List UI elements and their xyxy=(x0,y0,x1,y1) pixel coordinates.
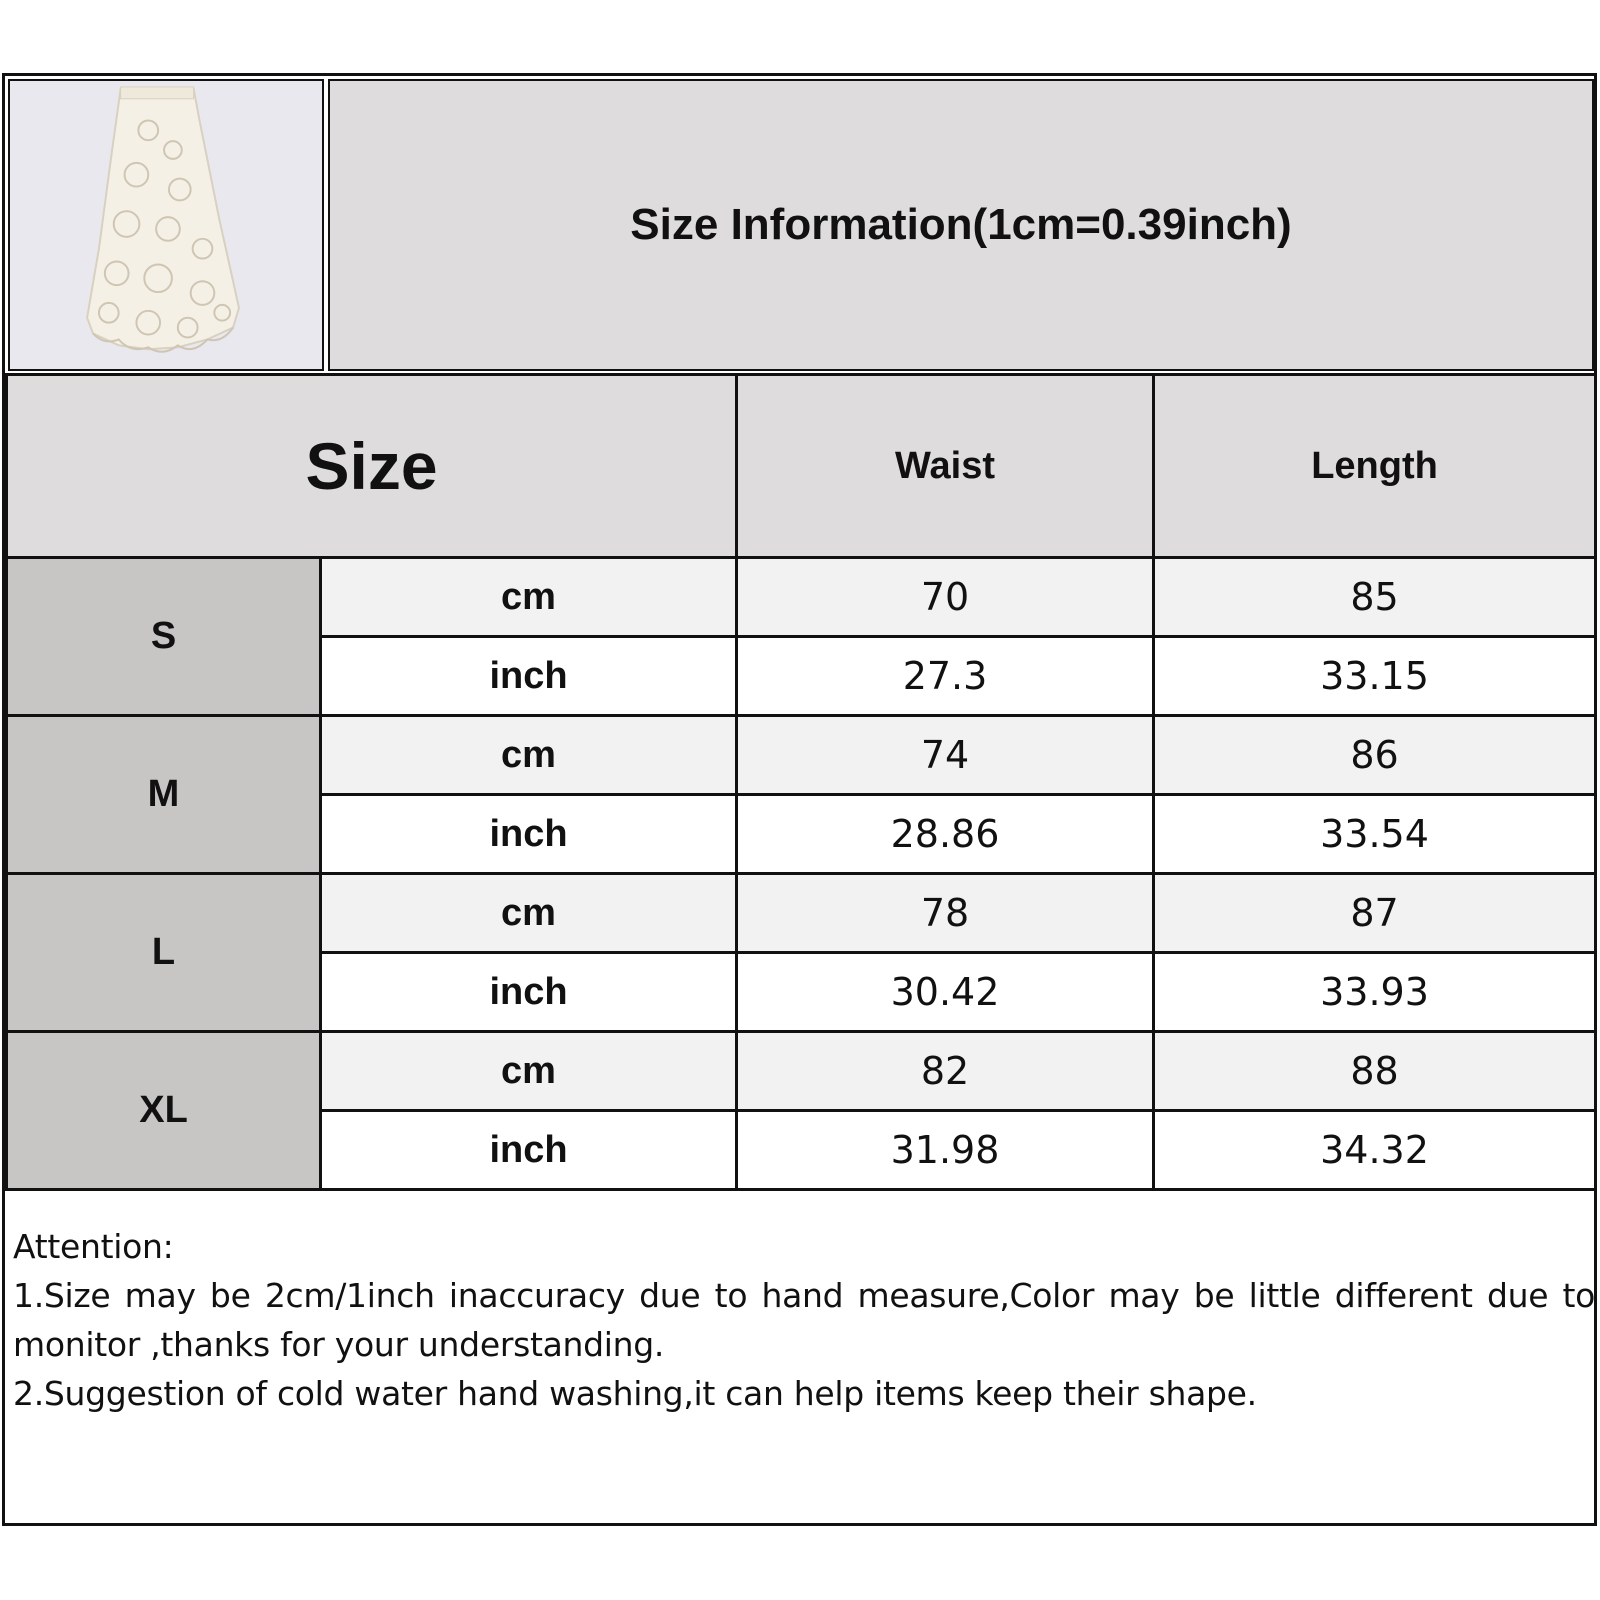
table-header-row xyxy=(7,375,1596,558)
waist-cell: 82 xyxy=(737,1032,1154,1111)
unit-cell: inch xyxy=(321,637,737,716)
table-row xyxy=(7,716,1596,795)
length-cell: 34.32 xyxy=(1154,1111,1596,1190)
table-row xyxy=(7,874,1596,953)
length-cell: 87 xyxy=(1154,874,1596,953)
unit-cell: cm xyxy=(321,716,737,795)
attention-heading: Attention: xyxy=(13,1227,174,1266)
waist-cell: 74 xyxy=(737,716,1154,795)
waist-cell: 31.98 xyxy=(737,1111,1154,1190)
waist-header: Waist xyxy=(737,375,1154,558)
waist-cell: 28.86 xyxy=(737,795,1154,874)
waist-cell: 78 xyxy=(737,874,1154,953)
size-table xyxy=(5,373,1597,1191)
size-label: L xyxy=(7,874,321,1032)
attention-line-2: 2.Suggestion of cold water hand washing,it can help items keep their shape. xyxy=(13,1374,1257,1413)
length-cell: 33.15 xyxy=(1154,637,1596,716)
waist-cell: 30.42 xyxy=(737,953,1154,1032)
length-cell: 33.54 xyxy=(1154,795,1596,874)
length-cell: 86 xyxy=(1154,716,1596,795)
unit-cell: inch xyxy=(321,1111,737,1190)
table-row xyxy=(7,1032,1596,1111)
table-row xyxy=(7,558,1596,637)
waist-cell: 70 xyxy=(737,558,1154,637)
length-cell: 33.93 xyxy=(1154,953,1596,1032)
product-photo xyxy=(8,79,324,371)
length-cell: 88 xyxy=(1154,1032,1596,1111)
unit-cell: cm xyxy=(321,558,737,637)
size-chart xyxy=(2,73,1597,1526)
length-cell: 85 xyxy=(1154,558,1596,637)
unit-cell: cm xyxy=(321,874,737,953)
unit-cell: cm xyxy=(321,1032,737,1111)
attention-line-1: 1.Size may be 2cm/1inch inaccuracy due to hand measure,Color may be little different due to monitor ,thanks for your understanding. xyxy=(13,1276,1595,1364)
size-label: XL xyxy=(7,1032,321,1190)
page-title: Size Information(1cm=0.39inch) xyxy=(328,79,1594,371)
size-label: M xyxy=(7,716,321,874)
waist-cell: 27.3 xyxy=(737,637,1154,716)
unit-cell: inch xyxy=(321,953,737,1032)
lace-skirt-photo-icon xyxy=(10,81,322,369)
size-label: S xyxy=(7,558,321,716)
unit-cell: inch xyxy=(321,795,737,874)
attention-notes xyxy=(13,1222,1595,1418)
length-header: Length xyxy=(1154,375,1596,558)
size-header: Size xyxy=(7,375,737,558)
